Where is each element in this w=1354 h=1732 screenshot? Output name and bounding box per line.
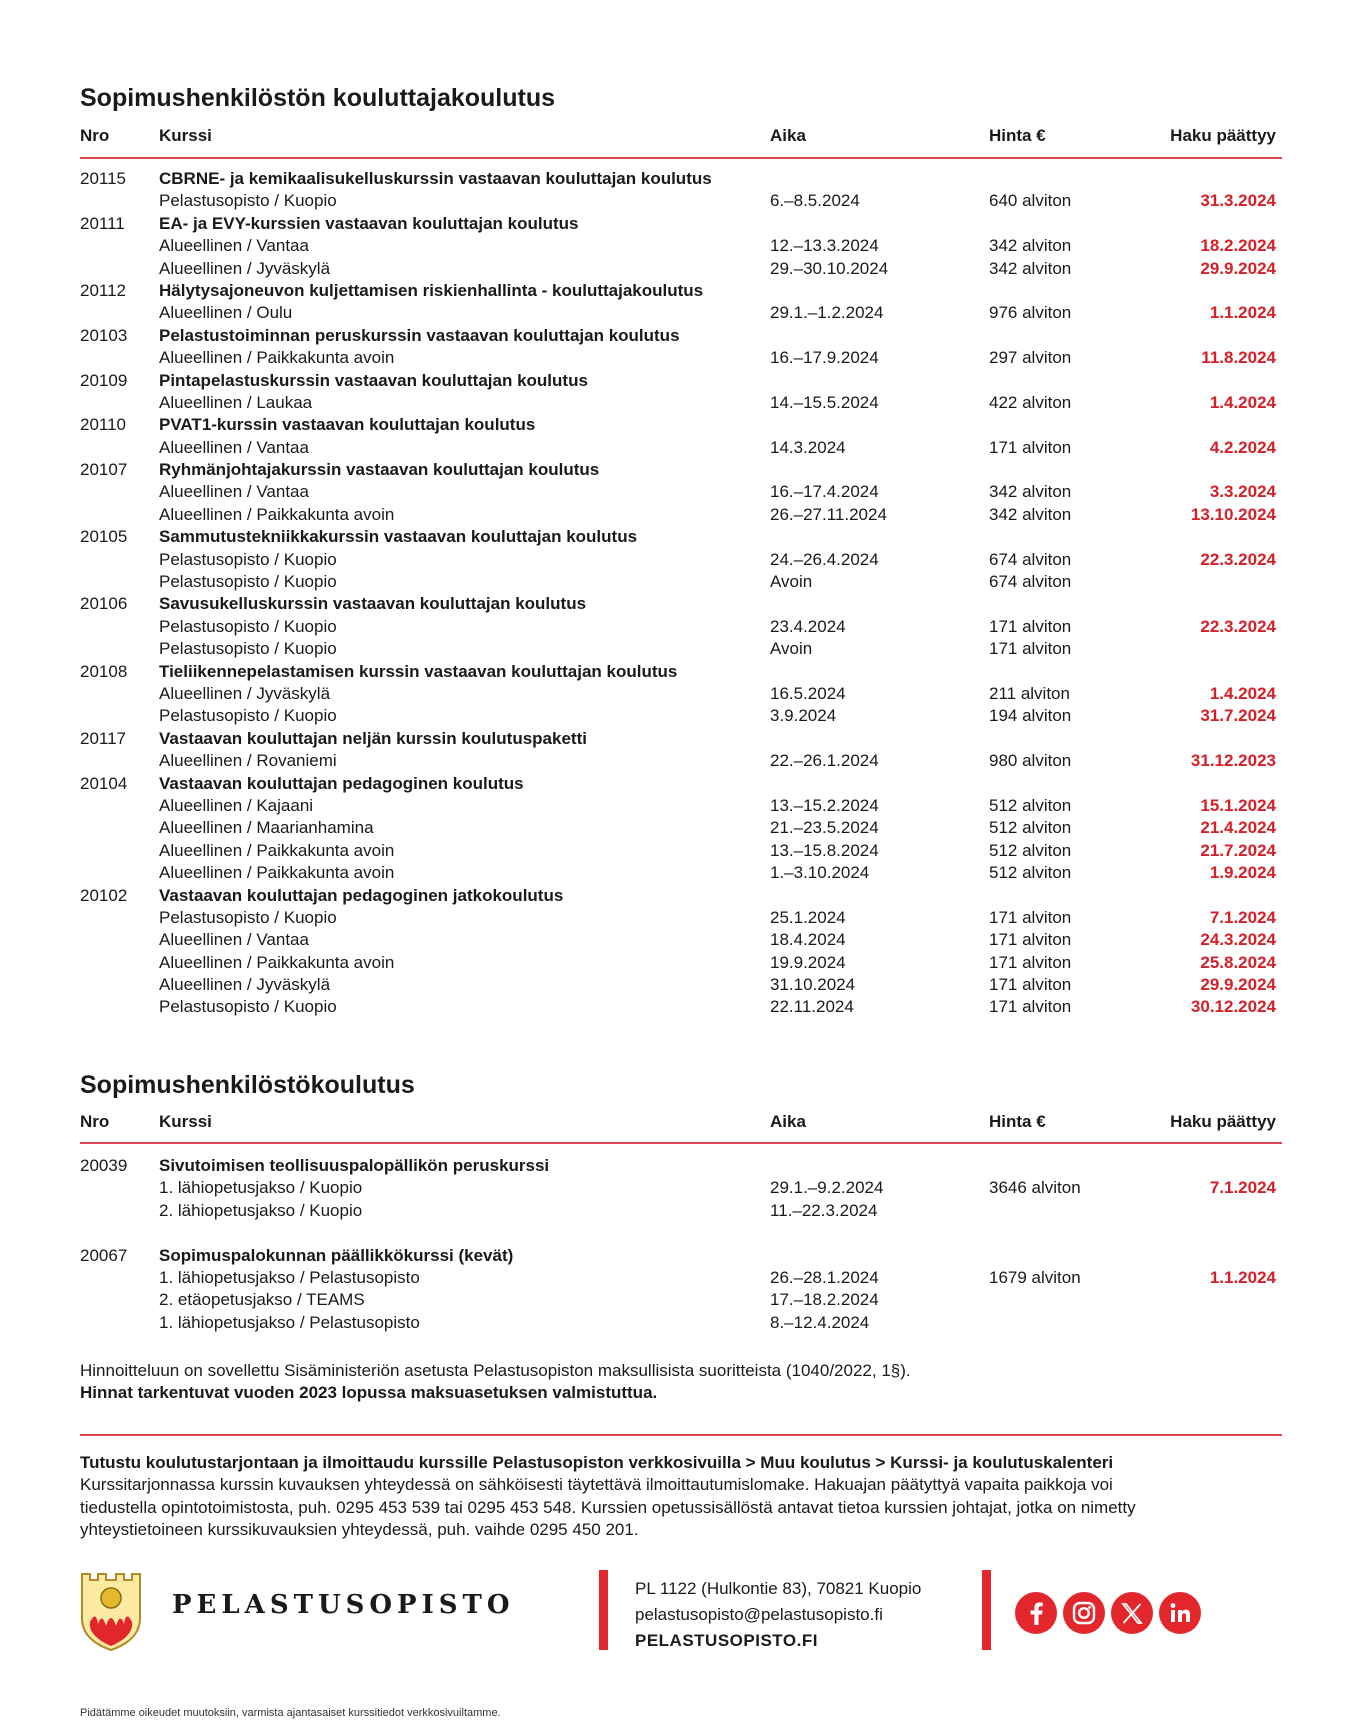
application-deadline: 22.3.2024 [1200,616,1276,636]
application-deadline: 4.2.2024 [1209,437,1276,457]
info-line1: Kurssitarjonnassa kurssin kuvauksen yhteydessä on sähköisesti täytettävä ilmoittautumislomake. Hakuajan päätyttyä vapaita paikkoja voi [80,1475,1113,1495]
course-number: 20104 [80,773,128,793]
course-price: 342 alviton [989,258,1072,278]
course-location: Pelastusopisto / Kuopio [159,639,337,659]
course-name: Ryhmänjohtajakurssin vastaavan kouluttajan koulutus [159,460,600,480]
course-price: 171 alviton [989,975,1072,995]
application-deadline: 21.7.2024 [1200,840,1276,860]
course-location: Pelastusopisto / Kuopio [159,549,337,569]
course-session-row [80,862,1282,884]
facebook-icon[interactable] [1015,1592,1057,1634]
application-deadline: 31.7.2024 [1200,706,1276,726]
section-divider [80,1434,1282,1436]
course-name: CBRNE- ja kemikaalisukelluskurssin vastaavan kouluttajan koulutus [159,169,712,188]
header-nro: Nro [80,126,110,145]
course-title-row [80,414,1282,436]
course-session-row [80,683,1282,705]
course-session-row [80,840,1282,862]
course-number: 20110 [80,415,127,435]
course-price: 171 alviton [989,952,1072,972]
course-date: 6.–8.5.2024 [770,191,860,211]
application-deadline: 7.1.2024 [1209,1178,1276,1198]
course-location: 1. lähiopetusjakso / Pelastusopisto [159,1267,420,1287]
course-location: Alueellinen / Paikkakunta avoin [159,840,395,860]
course-session-row [80,258,1282,280]
course-price: 211 alviton [989,683,1070,703]
course-name: Pintapelastuskurssin vastaavan kouluttajan koulutus [159,370,588,390]
course-title-row [80,370,1282,392]
course-price: 171 alviton [989,639,1072,659]
course-name: Hälytysajoneuvon kuljettamisen riskienhallinta - kouluttajakoulutus [159,280,704,300]
info-line2: tiedustella opintotoimistosta, puh. 0295 453 539 tai 0295 453 548. Kurssien opetussisällöstä antavat tietoa kurssien johtajat, jotka on nimetty [80,1497,1136,1517]
course-title-row [80,1245,1282,1267]
course-price: 194 alviton [989,706,1072,726]
course-location: 2. lähiopetusjakso / Kuopio [159,1200,363,1220]
info-line3: yhteystietoineen kurssikuvauksien yhteydessä, puh. vaihde 0295 450 201. [80,1520,639,1540]
linkedin-icon[interactable] [1159,1592,1201,1634]
course-name: Sammutustekniikkakurssin vastaavan kouluttajan koulutus [159,527,638,547]
application-deadline: 21.4.2024 [1200,818,1276,838]
course-session-row [80,392,1282,414]
course-session-row [80,817,1282,839]
course-location: Pelastusopisto / Kuopio [159,997,337,1017]
course-number: 20102 [80,885,128,905]
course-session-row [80,705,1282,727]
course-date: 26.–28.1.2024 [770,1267,879,1287]
course-number: 20111 [80,213,125,233]
course-title-row [80,526,1282,548]
course-location: Pelastusopisto / Kuopio [159,191,337,211]
course-name: Pelastustoiminnan peruskurssin vastaavan kouluttajan koulutus [159,325,680,345]
course-session-row [80,1200,1282,1222]
pricing-note-line2: Hinnat tarkentuvat vuoden 2023 lopussa maksuasetuksen valmistuttua. [80,1383,658,1403]
course-name: Savusukelluskurssin vastaavan kouluttajan koulutus [159,594,587,614]
course-date: 13.–15.8.2024 [770,840,879,860]
header-nro: Nro [80,1112,110,1131]
application-deadline: 1.1.2024 [1209,1267,1276,1287]
course-price: 422 alviton [989,392,1072,412]
footer-divider-bar [599,1570,608,1650]
course-location: Alueellinen / Oulu [159,303,293,323]
course-location: Alueellinen / Vantaa [159,437,309,457]
course-price: 342 alviton [989,236,1072,256]
course-date: 19.9.2024 [770,952,846,972]
course-date: 16.–17.4.2024 [770,482,879,502]
course-date: 22.–26.1.2024 [770,751,879,771]
course-title-row [80,168,1282,190]
course-location: Alueellinen / Paikkakunta avoin [159,863,395,883]
section-title-kouluttajakoulutus: Sopimushenkilöstön kouluttajakoulutus [80,84,556,112]
table-header [80,126,1282,148]
course-session-row [80,996,1282,1018]
course-price: 512 alviton [989,840,1072,860]
course-title-row [80,1155,1282,1177]
course-date: 29.1.–1.2.2024 [770,303,884,323]
course-date: 25.1.2024 [770,907,846,927]
course-price: 171 alviton [989,930,1072,950]
header-aika: Aika [770,1112,806,1131]
course-session-row [80,795,1282,817]
header-aika: Aika [770,126,806,145]
course-price: 342 alviton [989,482,1072,502]
course-date: 3.9.2024 [770,706,837,726]
course-title-row [80,280,1282,302]
course-location: Pelastusopisto / Kuopio [159,572,337,592]
course-session-row [80,907,1282,929]
course-location: Alueellinen / Rovaniemi [159,751,337,771]
course-price: 171 alviton [989,907,1072,927]
course-location: Alueellinen / Vantaa [159,236,309,256]
course-location: Alueellinen / Jyväskylä [159,683,331,703]
course-location: Pelastusopisto / Kuopio [159,706,337,726]
course-location: 1. lähiopetusjakso / Pelastusopisto [159,1312,420,1332]
course-number: 20107 [80,460,128,480]
course-table-2 [80,1155,1282,1334]
course-session-row [80,437,1282,459]
course-location: Alueellinen / Vantaa [159,930,309,950]
course-price: 512 alviton [989,863,1072,883]
course-session-row [80,638,1282,660]
course-session-row [80,190,1282,212]
course-session-row [80,235,1282,257]
course-number: 20103 [80,325,128,345]
info-block [80,1452,1282,1542]
course-date: 22.11.2024 [770,997,854,1017]
course-location: 1. lähiopetusjakso / Kuopio [159,1178,363,1198]
header-divider [80,157,1282,159]
course-title-row [80,728,1282,750]
course-date: 1.–3.10.2024 [770,863,870,883]
course-session-row [80,616,1282,638]
course-number: 20112 [80,280,127,300]
course-price: 3646 alviton [989,1178,1081,1198]
footer [80,1570,1282,1680]
course-name: Vastaavan kouluttajan pedagoginen jatkokoulutus [159,885,564,905]
course-number: 20109 [80,370,128,390]
application-deadline: 1.4.2024 [1209,683,1276,703]
section-title-sopimushenkilostokoulutus: Sopimushenkilöstökoulutus [80,1071,415,1099]
course-number: 20108 [80,661,128,681]
course-session-row [80,571,1282,593]
course-date: 23.4.2024 [770,616,846,636]
course-location: Alueellinen / Paikkakunta avoin [159,952,395,972]
course-price: 512 alviton [989,818,1072,838]
application-deadline: 15.1.2024 [1200,795,1276,815]
course-name: PVAT1-kurssin vastaavan kouluttajan koulutus [159,415,536,435]
course-session-row [80,1289,1282,1311]
header-haku: Haku päättyy [1170,1112,1276,1131]
course-number: 20067 [80,1245,128,1265]
course-price: 640 alviton [989,191,1072,211]
course-date: 14.–15.5.2024 [770,392,879,412]
course-session-row [80,504,1282,526]
course-price: 297 alviton [989,348,1072,368]
course-title-row [80,325,1282,347]
course-date: 18.4.2024 [770,930,846,950]
course-session-row [80,549,1282,571]
course-location: Alueellinen / Maarianhamina [159,818,374,838]
course-date: Avoin [770,572,813,592]
course-date: 29.–30.10.2024 [770,258,889,278]
header-hinta: Hinta € [989,1112,1046,1131]
application-deadline: 1.1.2024 [1209,303,1276,323]
course-price: 342 alviton [989,504,1072,524]
course-location: Alueellinen / Paikkakunta avoin [159,348,395,368]
course-date: 31.10.2024 [770,975,856,995]
header-haku: Haku päättyy [1170,126,1276,145]
address: PL 1122 (Hulkontie 83), 70821 Kuopio [635,1579,922,1598]
application-deadline: 29.9.2024 [1200,975,1276,995]
course-date: 26.–27.11.2024 [770,504,887,524]
course-name: Sivutoimisen teollisuuspalopällikön peruskurssi [159,1156,550,1175]
course-number: 20115 [80,169,127,188]
header-hinta: Hinta € [989,126,1046,145]
course-location: Alueellinen / Jyväskylä [159,258,331,278]
course-date: 14.3.2024 [770,437,846,457]
application-deadline: 31.3.2024 [1200,191,1276,211]
course-price: 512 alviton [989,795,1072,815]
course-session-row [80,347,1282,369]
course-date: 29.1.–9.2.2024 [770,1178,884,1198]
application-deadline: 25.8.2024 [1200,952,1276,972]
course-location: Alueellinen / Kajaani [159,795,314,815]
course-price: 674 alviton [989,549,1072,569]
course-title-row [80,885,1282,907]
course-session-row [80,750,1282,772]
course-number: 20106 [80,594,128,614]
course-location: Alueellinen / Jyväskylä [159,975,331,995]
course-title-row [80,773,1282,795]
instagram-icon[interactable] [1063,1592,1105,1634]
course-session-row [80,1177,1282,1199]
disclaimer: Pidätämme oikeudet muutoksiin, varmista ajantasaiset kurssitiedot verkkosivuiltamme. [80,1707,501,1719]
application-deadline: 18.2.2024 [1200,236,1276,256]
course-location: Pelastusopisto / Kuopio [159,907,337,927]
course-date: 13.–15.2.2024 [770,795,879,815]
application-deadline: 24.3.2024 [1200,930,1276,950]
course-date: 21.–23.5.2024 [770,818,879,838]
course-price: 171 alviton [989,616,1072,636]
application-deadline: 13.10.2024 [1190,504,1276,524]
application-deadline: 22.3.2024 [1200,549,1276,569]
course-price: 171 alviton [989,997,1072,1017]
brand-wordmark: PELASTUSOPISTO [172,1590,515,1620]
course-date: 17.–18.2.2024 [770,1290,879,1310]
course-title-row [80,661,1282,683]
course-table-1 [80,168,1282,1019]
course-session-row [80,302,1282,324]
application-deadline: 1.9.2024 [1209,863,1276,883]
application-deadline: 11.8.2024 [1201,348,1276,368]
course-location: Alueellinen / Vantaa [159,482,309,502]
course-date: 11.–22.3.2024 [770,1200,878,1220]
course-title-row [80,593,1282,615]
course-name: Vastaavan kouluttajan neljän kurssin koulutuspaketti [159,728,587,748]
application-deadline: 1.4.2024 [1209,392,1276,412]
course-date: 12.–13.3.2024 [770,236,879,256]
header-kurssi: Kurssi [159,126,212,145]
course-title-row [80,459,1282,481]
website-link[interactable]: PELASTUSOPISTO.FI [635,1631,818,1650]
course-date: 8.–12.4.2024 [770,1312,870,1332]
email-link[interactable]: pelastusopisto@pelastusopisto.fi [635,1605,883,1624]
course-name: Tieliikennepelastamisen kurssin vastaavan kouluttajan koulutus [159,661,678,681]
pricing-note [80,1360,1282,1405]
course-price: 976 alviton [989,303,1072,323]
application-deadline: 29.9.2024 [1200,258,1276,278]
course-location: 2. etäopetusjakso / TEAMS [159,1290,365,1310]
table-header [80,1112,1282,1134]
header-kurssi: Kurssi [159,1112,212,1131]
pricing-note-line1: Hinnoitteluun on sovellettu Sisäministeriön asetusta Pelastusopiston maksullisista suoritteista (1040/2022, 1§). [80,1361,911,1380]
course-date: 16.5.2024 [770,683,846,703]
x-icon[interactable] [1111,1592,1153,1634]
course-price: 1679 alviton [989,1267,1081,1287]
course-name: Vastaavan kouluttajan pedagoginen koulutus [159,773,524,793]
spacer-row [80,1222,1282,1244]
course-session-row [80,1312,1282,1334]
header-divider [80,1142,1282,1144]
application-deadline: 3.3.2024 [1209,482,1276,502]
course-number: 20105 [80,527,128,547]
course-session-row [80,952,1282,974]
info-heading: Tutustu koulutustarjontaan ja ilmoittaudu kurssille Pelastusopiston verkkosivuilla > Muu koulutus > Kurssi- ja koulutuskalenteri [80,1453,1114,1472]
course-session-row [80,481,1282,503]
course-location: Pelastusopisto / Kuopio [159,616,337,636]
course-date: Avoin [770,639,813,659]
course-title-row [80,213,1282,235]
course-date: 16.–17.9.2024 [770,348,879,368]
course-number: 20117 [80,728,127,748]
contact-info [635,1576,921,1654]
course-session-row [80,1267,1282,1289]
course-session-row [80,929,1282,951]
application-deadline: 31.12.2023 [1190,751,1276,771]
course-number: 20039 [80,1156,128,1175]
course-price: 171 alviton [989,437,1072,457]
course-name: Sopimuspalokunnan päällikkökurssi (kevät) [159,1245,514,1265]
application-deadline: 30.12.2024 [1190,997,1276,1017]
pelastusopisto-shield-logo [80,1570,142,1652]
course-date: 24.–26.4.2024 [770,549,879,569]
course-location: Alueellinen / Laukaa [159,392,313,412]
course-price: 674 alviton [989,572,1072,592]
course-location: Alueellinen / Paikkakunta avoin [159,504,395,524]
application-deadline: 7.1.2024 [1209,907,1276,927]
course-price: 980 alviton [989,751,1072,771]
footer-divider-bar [982,1570,991,1650]
course-session-row [80,974,1282,996]
course-name: EA- ja EVY-kurssien vastaavan kouluttajan koulutus [159,213,579,233]
